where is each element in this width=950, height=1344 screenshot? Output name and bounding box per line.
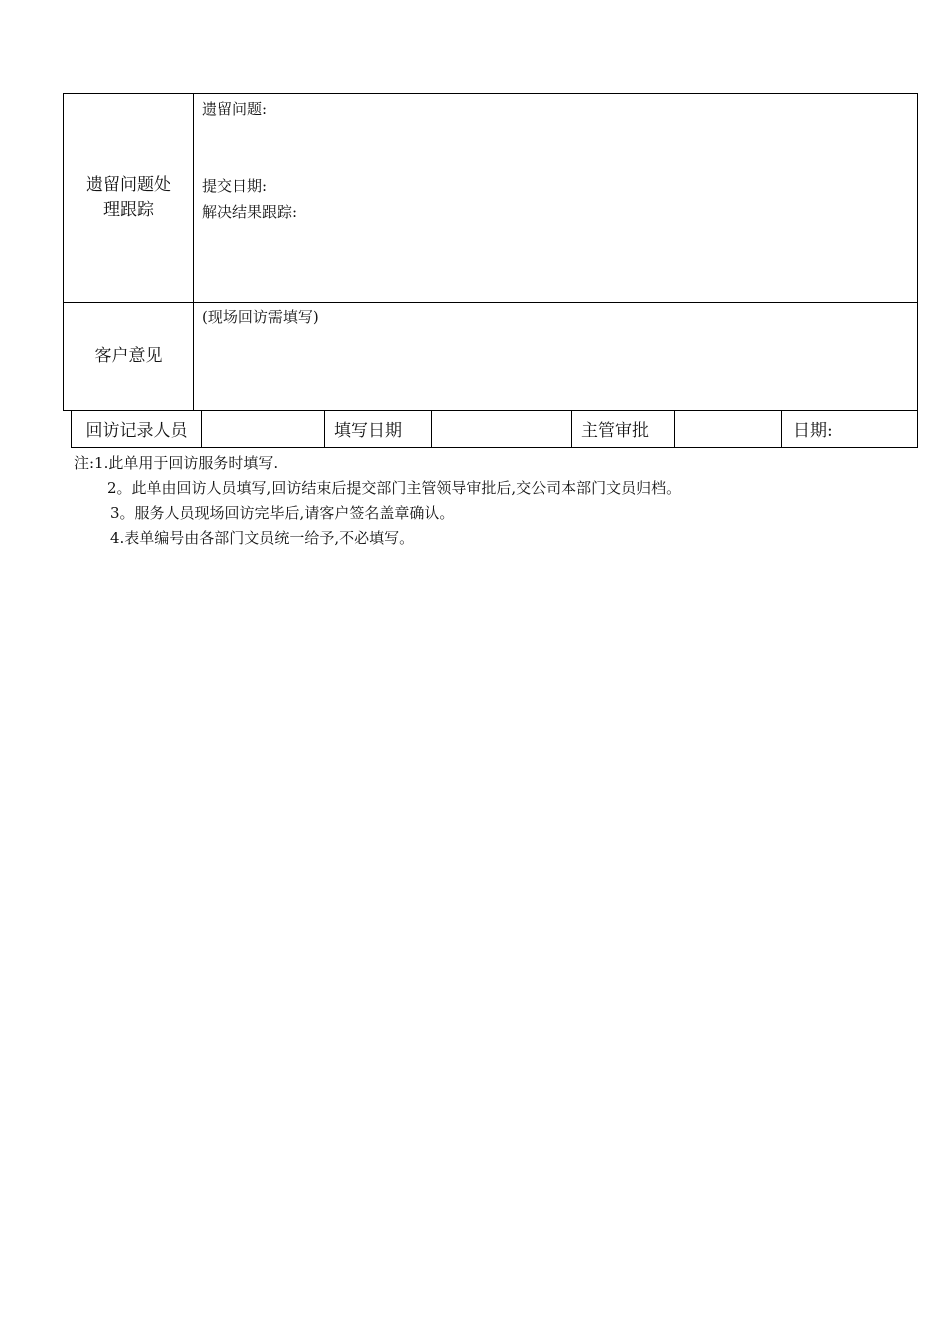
supervisor-label: 主管审批 bbox=[581, 421, 649, 441]
customer-opinion-label: 客户意见 bbox=[94, 346, 163, 366]
supervisor-value-cell[interactable] bbox=[675, 410, 782, 447]
resolution-tracking-label: 解决结果跟踪: bbox=[202, 203, 298, 221]
submit-date-label: 提交日期: bbox=[202, 177, 268, 195]
customer-opinion-content-cell[interactable] bbox=[202, 303, 917, 410]
unresolved-issues-label-cell bbox=[64, 94, 194, 302]
customer-opinion-hint: (现场回访需填写) bbox=[202, 308, 319, 326]
date-label: 日期: bbox=[793, 421, 833, 441]
unresolved-issues-row bbox=[64, 94, 917, 303]
unresolved-issues-label-line1: 遗留问题处 bbox=[86, 175, 171, 195]
issue-label: 遗留问题: bbox=[202, 100, 268, 118]
unresolved-issues-label-line2: 理跟踪 bbox=[103, 200, 154, 220]
visit-record-form bbox=[63, 93, 918, 411]
customer-opinion-label-cell bbox=[64, 303, 194, 410]
signature-row bbox=[71, 410, 918, 448]
recorder-label-cell bbox=[72, 410, 202, 447]
date-cell[interactable] bbox=[782, 410, 917, 447]
note-1: 注:1.此单用于回访服务时填写. bbox=[74, 454, 279, 472]
supervisor-label-cell bbox=[572, 410, 675, 447]
unresolved-issues-content-cell[interactable] bbox=[202, 94, 917, 302]
fill-date-label-cell bbox=[325, 410, 432, 447]
recorder-label: 回访记录人员 bbox=[85, 421, 188, 441]
recorder-value-cell[interactable] bbox=[202, 410, 325, 447]
note-4: 4.表单编号由各部门文员统一给予,不必填写。 bbox=[110, 529, 415, 547]
note-2: 2。此单由回访人员填写,回访结束后提交部门主管领导审批后,交公司本部门文员归档。 bbox=[107, 479, 682, 497]
note-3: 3。服务人员现场回访完毕后,请客户签名盖章确认。 bbox=[110, 504, 455, 522]
fill-date-label: 填写日期 bbox=[334, 421, 402, 441]
fill-date-value-cell[interactable] bbox=[432, 410, 572, 447]
customer-opinion-row bbox=[64, 303, 917, 410]
